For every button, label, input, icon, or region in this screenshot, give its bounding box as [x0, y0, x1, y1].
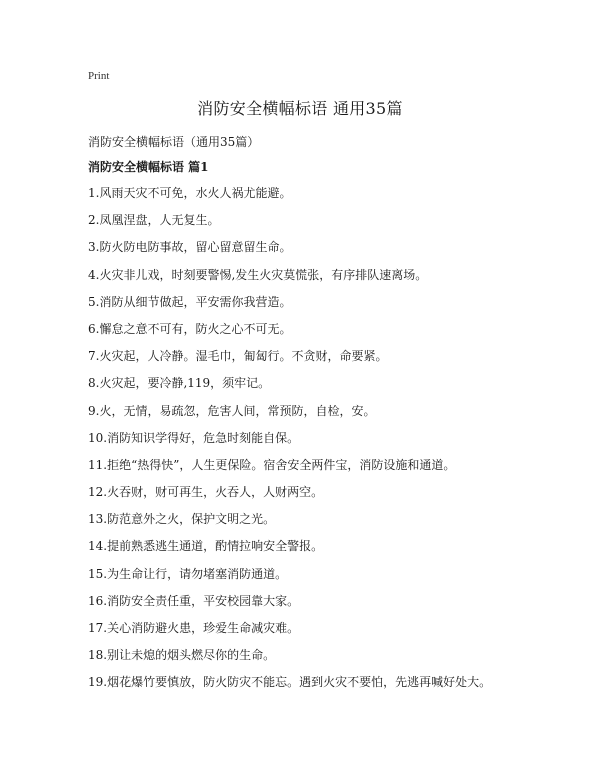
page-title: 消防安全横幅标语 通用35篇 — [197, 99, 403, 118]
list-item: 4.火灾非儿戏，时刻要警惕,发生火灾莫慌张，有序排队速离场。 — [88, 267, 428, 282]
document-subtitle: 消防安全横幅标语（通用35篇） — [88, 135, 260, 149]
list-item: 16.消防安全责任重，平安校园靠大家。 — [88, 593, 300, 608]
section-heading: 消防安全横幅标语 篇1 — [88, 160, 209, 174]
list-item: 1.风雨天灾不可免，水火人祸尤能避。 — [88, 186, 292, 200]
list-item: 18.别让未熄的烟头燃尽你的生命。 — [88, 648, 276, 663]
list-item: 6.懈怠之意不可有，防火之心不可无。 — [88, 321, 292, 336]
list-item: 11.拒绝“热得快”，人生更保险。宿舍安全两件宝，消防设施和通道。 — [88, 457, 456, 472]
list-item: 14.提前熟悉逃生通道，酌情拉响安全警报。 — [88, 539, 324, 554]
list-item: 5.消防从细节做起，平安需你我营造。 — [88, 294, 292, 309]
list-item: 2.凤凰涅盘，人无复生。 — [88, 213, 220, 228]
list-item: 3.防火防电防事故，留心留意留生命。 — [88, 240, 292, 255]
list-item: 12.火吞财，财可再生，火吞人，人财两空。 — [88, 485, 324, 500]
list-item: 9.火，无情，易疏忽，危害人间，常预防，自检，安。 — [88, 403, 376, 418]
list-item: 8.火灾起，要冷静,119，须牢记。 — [88, 376, 271, 391]
list-item: 17.关心消防避火患，珍爱生命减灾难。 — [88, 621, 300, 635]
list-item: 13.防范意外之火，保护文明之光。 — [88, 512, 276, 527]
print-link[interactable]: Print — [88, 70, 110, 82]
list-item: 15.为生命让行，请勿堵塞消防通道。 — [88, 566, 288, 581]
list-item: 7.火灾起，人冷静。湿毛巾，匍匐行。不贪财，命要紧。 — [88, 349, 388, 364]
list-item: 10.消防知识学得好，危急时刻能自保。 — [88, 430, 300, 445]
slogan-list — [88, 185, 491, 702]
list-item: 19.烟花爆竹要慎放，防火防灾不能忘。遇到火灾不要怕，先逃再喊好处大。 — [88, 675, 492, 690]
